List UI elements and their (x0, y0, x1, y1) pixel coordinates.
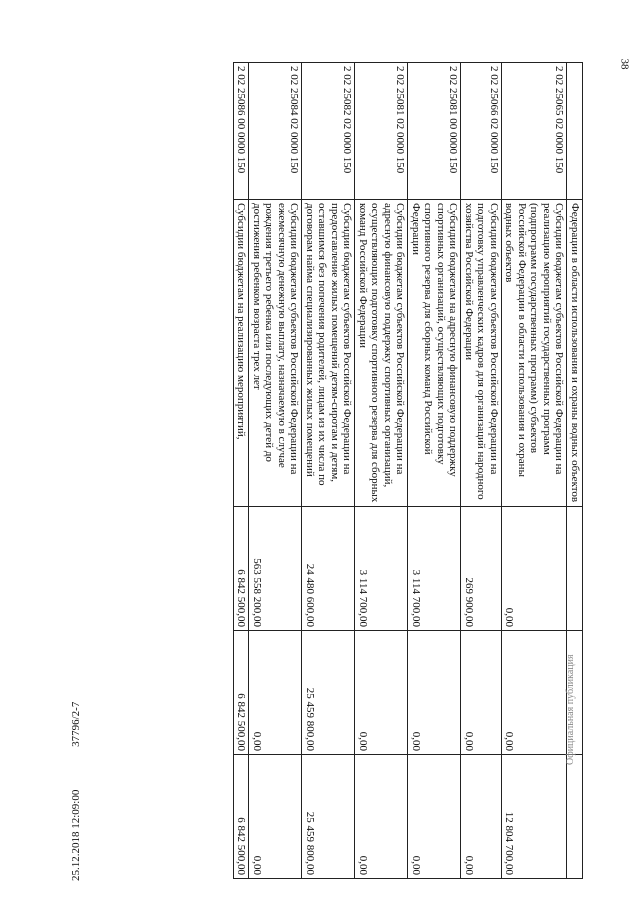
row-code: 2 02 25086 00 0000 150 (234, 63, 250, 200)
row-value-2: 0,00 (355, 631, 408, 755)
row-name: Субсидии бюджетам субъектов Российской Федерации на реализацию мероприятий государственных программ (подпрограмм государственных программ) субъектов Российской Федерации в области использования и охраны водных объектов (502, 200, 568, 507)
row-value-1: 563 558 200,00 (249, 507, 302, 631)
row-value-1: 269 900,00 (461, 507, 502, 631)
footer-doc-id: 37796/2-7 (70, 701, 82, 747)
row-name: Субсидии бюджетам субъектов Российской Федерации на адресную финансовую поддержку спортивных организаций, осуществляющих подготовку спортивного резерва для сборных команд Российской Федерации (355, 200, 408, 507)
row-value-3: 0,00 (408, 755, 461, 879)
row-value-2: 0,00 (249, 631, 302, 755)
row-name: Субсидии бюджетам субъектов Российской Федерации на подготовку управленческих кадров для организаций народного хозяйства Российской Федерации (461, 200, 502, 507)
row-value-2: 0,00 (502, 631, 568, 755)
row-code: 2 02 25066 02 0000 150 (461, 63, 502, 200)
table-row (355, 63, 408, 879)
row-value-3: 0,00 (355, 755, 408, 879)
page-number: 38 (618, 58, 631, 70)
table-row (502, 63, 568, 879)
table-row (461, 63, 502, 879)
row-value-2: 25 459 800,00 (302, 631, 355, 755)
row-value-1 (567, 507, 583, 631)
row-value-1: 3 114 700,00 (355, 507, 408, 631)
row-name: Федерации в области использования и охраны водных объектов (567, 200, 583, 507)
row-value-3: 12 804 700,00 (502, 755, 568, 879)
row-code: 2 02 25065 02 0000 150 (502, 63, 568, 200)
row-value-2: 0,00 (408, 631, 461, 755)
row-value-3: 0,00 (249, 755, 302, 879)
row-name: Субсидии бюджетам на адресную финансовую поддержку спортивных организаций, осуществляющих подготовку спортивного резерва для сборных команд Российской Федерации (408, 200, 461, 507)
publication-stamp: Официальная публикация (565, 654, 576, 765)
row-value-3: 25 459 800,00 (302, 755, 355, 879)
footer-timestamp: 25.12.2018 12:09:00 (70, 789, 82, 881)
row-code (567, 63, 583, 200)
table-body (234, 63, 583, 879)
budget-table (233, 62, 583, 879)
row-code: 2 02 25082 02 0000 150 (302, 63, 355, 200)
table-row (408, 63, 461, 879)
row-name: Субсидии бюджетам субъектов Российской Федерации на предоставление жилых помещений детям-сиротам и детям, оставшимся без попечения родителей, лицам из их числа по договорам найма специализированных жилых помещений (302, 200, 355, 507)
table-row (234, 63, 250, 879)
row-value-3 (567, 755, 583, 879)
row-value-3: 0,00 (461, 755, 502, 879)
table-row (249, 63, 302, 879)
footer (70, 662, 82, 881)
row-value-1: 3 114 700,00 (408, 507, 461, 631)
row-value-2: 6 842 500,00 (234, 631, 250, 755)
row-value-1: 0,00 (502, 507, 568, 631)
row-value-1: 24 480 600,00 (302, 507, 355, 631)
row-code: 2 02 25084 02 0000 150 (249, 63, 302, 200)
row-code: 2 02 25081 02 0000 150 (355, 63, 408, 200)
budget-table-container (106, 62, 583, 875)
row-code: 2 02 25081 00 0000 150 (408, 63, 461, 200)
row-value-2: 0,00 (461, 631, 502, 755)
table-row (302, 63, 355, 879)
row-value-3: 6 842 500,00 (234, 755, 250, 879)
row-name: Субсидии бюджетам субъектов Российской Федерации на ежемесячную денежную выплату, назначаемую в случае рождения третьего ребенка или последующих детей до достижения ребенком возраста трех лет (249, 200, 302, 507)
row-value-1: 6 842 500,00 (234, 507, 250, 631)
row-name: Субсидии бюджетам на реализацию мероприятий, (234, 200, 250, 507)
